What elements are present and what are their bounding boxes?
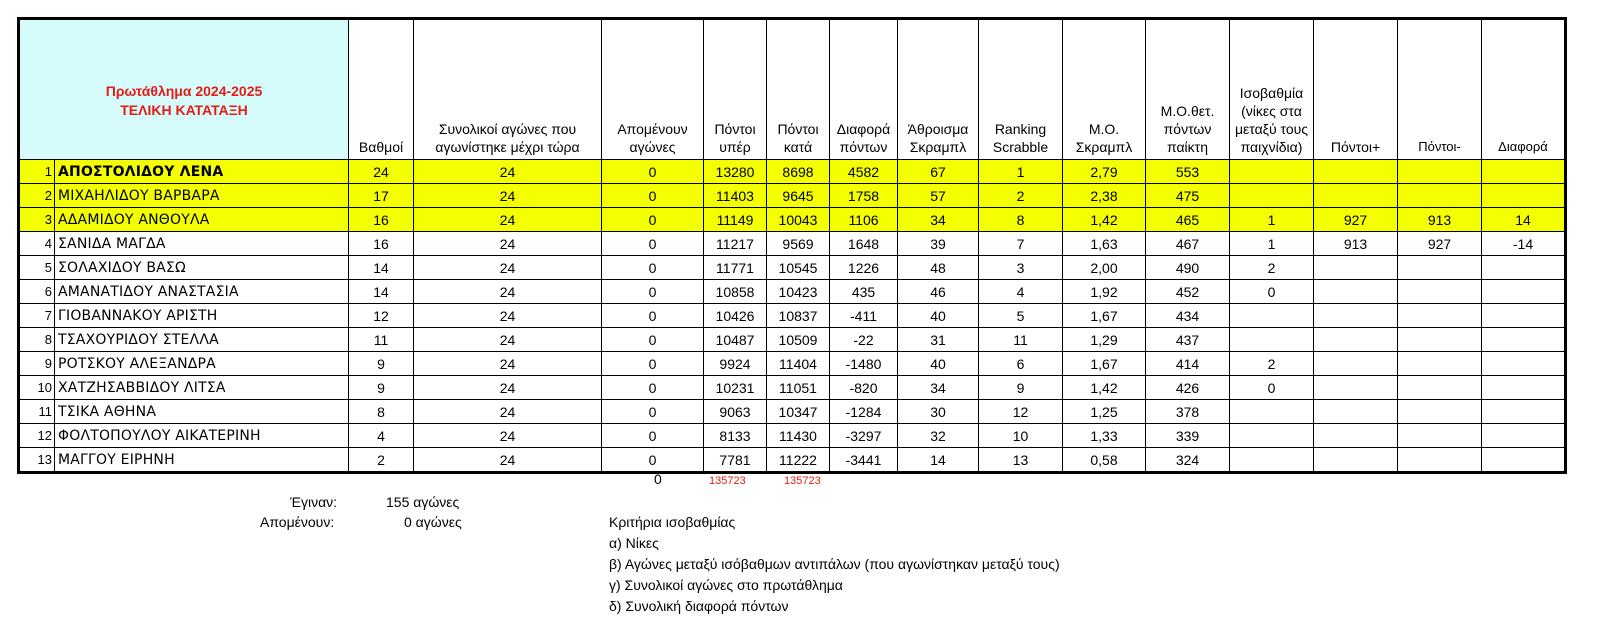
remaining-cell: 0: [602, 232, 704, 256]
scrabble-avg-cell: 1,25: [1063, 400, 1146, 424]
games-cell: 24: [414, 256, 602, 280]
table-row: [19, 280, 1566, 304]
scrabble-avg-cell: 1,63: [1063, 232, 1146, 256]
player-name: ΡΟΤΣΚΟΥ ΑΛΕΞΑΝΔΡΑ: [55, 352, 349, 376]
points-against-cell: 10043: [767, 208, 830, 232]
tie-diff-cell: [1482, 448, 1566, 473]
tie-plus-cell: [1314, 304, 1398, 328]
scrabble-avg-cell: 1,29: [1063, 328, 1146, 352]
tie-plus-cell: [1314, 328, 1398, 352]
games-cell: 24: [414, 448, 602, 473]
header-scrabble-avg: Μ.Ο. Σκραμπλ: [1063, 19, 1146, 160]
points-against-cell: 10545: [767, 256, 830, 280]
header-avg-player-points: Μ.Ο.θετ. πόντων παίκτη: [1146, 19, 1230, 160]
championship-title: Πρωτάθλημα 2024-2025: [105, 82, 263, 99]
scrabble-avg-cell: 1,42: [1063, 208, 1146, 232]
points-diff-cell: -411: [830, 304, 898, 328]
remaining-cell: 0: [602, 280, 704, 304]
table-row: [19, 160, 1566, 184]
points-for-cell: 9924: [704, 352, 767, 376]
tie-minus-cell: [1398, 280, 1482, 304]
points-against-cell: 10509: [767, 328, 830, 352]
tie-cell: 1: [1230, 208, 1314, 232]
ranking-cell: 5: [979, 304, 1063, 328]
header-points: Βαθμοί: [349, 19, 414, 160]
rank-cell: 6: [19, 280, 55, 304]
tie-cell: 0: [1230, 376, 1314, 400]
scrabble-avg-cell: 0,58: [1063, 448, 1146, 473]
header-points-for: Πόντοι υπέρ: [704, 19, 767, 160]
tie-minus-cell: [1398, 376, 1482, 400]
scrabble-sum-cell: 32: [898, 424, 979, 448]
tie-cell: [1230, 424, 1314, 448]
scrabble-sum-cell: 48: [898, 256, 979, 280]
player-name: ΧΑΤΖΗΣΑΒΒΙΔΟΥ ΛΙΤΣΑ: [55, 376, 349, 400]
points-cell: 2: [349, 448, 414, 473]
tie-plus-cell: [1314, 400, 1398, 424]
points-diff-cell: 1758: [830, 184, 898, 208]
header-scrabble-sum: Άθροισμα Σκραμπλ: [898, 19, 979, 160]
tie-diff-cell: [1482, 304, 1566, 328]
games-cell: 24: [414, 232, 602, 256]
tie-diff-cell: 14: [1482, 208, 1566, 232]
rank-cell: 7: [19, 304, 55, 328]
scrabble-avg-cell: 2,00: [1063, 256, 1146, 280]
points-cell: 14: [349, 280, 414, 304]
tie-plus-cell: [1314, 184, 1398, 208]
table-row: [19, 424, 1566, 448]
points-against-cell: 11430: [767, 424, 830, 448]
tie-diff-cell: [1482, 400, 1566, 424]
rank-cell: 5: [19, 256, 55, 280]
player-name: ΜΙΧΑΗΛΙΔΟΥ ΒΑΡΒΑΡΑ: [55, 184, 349, 208]
tie-diff-cell: [1482, 160, 1566, 184]
rank-cell: 11: [19, 400, 55, 424]
tie-diff-cell: [1482, 376, 1566, 400]
rank-cell: 13: [19, 448, 55, 473]
tie-minus-cell: [1398, 352, 1482, 376]
scrabble-avg-cell: 2,38: [1063, 184, 1146, 208]
tie-plus-cell: [1314, 424, 1398, 448]
games-cell: 24: [414, 160, 602, 184]
tie-plus-cell: 927: [1314, 208, 1398, 232]
points-against-cell: 11051: [767, 376, 830, 400]
points-diff-cell: -1284: [830, 400, 898, 424]
points-for-cell: 10231: [704, 376, 767, 400]
tie-diff-cell: [1482, 352, 1566, 376]
remaining-cell: 0: [602, 400, 704, 424]
games-cell: 24: [414, 424, 602, 448]
points-diff-cell: 435: [830, 280, 898, 304]
tie-minus-cell: 913: [1398, 208, 1482, 232]
points-cell: 9: [349, 352, 414, 376]
scrabble-avg-cell: 1,67: [1063, 352, 1146, 376]
scrabble-sum-cell: 31: [898, 328, 979, 352]
player-name: ΦΟΛΤΟΠΟΥΛΟΥ ΑΙΚΑΤΕΡΙΝΗ: [55, 424, 349, 448]
tie-diff-cell: [1482, 280, 1566, 304]
tie-diff-cell: [1482, 328, 1566, 352]
tie-cell: [1230, 304, 1314, 328]
scrabble-sum-cell: 40: [898, 352, 979, 376]
tie-minus-cell: [1398, 256, 1482, 280]
points-diff-cell: -1480: [830, 352, 898, 376]
tie-cell: [1230, 160, 1314, 184]
table-row: [19, 304, 1566, 328]
scrabble-avg-cell: 1,67: [1063, 304, 1146, 328]
tie-cell: 1: [1230, 232, 1314, 256]
scrabble-sum-cell: 67: [898, 160, 979, 184]
rank-cell: 3: [19, 208, 55, 232]
scrabble-sum-cell: 40: [898, 304, 979, 328]
table-row: [19, 256, 1566, 280]
points-for-cell: 11149: [704, 208, 767, 232]
rank-cell: 2: [19, 184, 55, 208]
ranking-cell: 2: [979, 184, 1063, 208]
points-diff-cell: 1648: [830, 232, 898, 256]
points-diff-cell: -22: [830, 328, 898, 352]
points-diff-cell: 1226: [830, 256, 898, 280]
criteria-title: Κριτήρια ισοβαθμίας: [609, 514, 736, 530]
ranking-cell: 9: [979, 376, 1063, 400]
scrabble-sum-cell: 39: [898, 232, 979, 256]
scrabble-sum-cell: 57: [898, 184, 979, 208]
standings-table: [17, 17, 1567, 474]
remaining-cell: 0: [602, 160, 704, 184]
remaining-cell: 0: [602, 256, 704, 280]
points-for-cell: 10426: [704, 304, 767, 328]
tie-cell: [1230, 328, 1314, 352]
scrabble-sum-cell: 30: [898, 400, 979, 424]
avg-points-cell: 339: [1146, 424, 1230, 448]
points-cell: 17: [349, 184, 414, 208]
ranking-cell: 11: [979, 328, 1063, 352]
points-for-cell: 13280: [704, 160, 767, 184]
points-for-cell: 10858: [704, 280, 767, 304]
tie-cell: 2: [1230, 256, 1314, 280]
ranking-cell: 1: [979, 160, 1063, 184]
games-cell: 24: [414, 376, 602, 400]
avg-points-cell: 467: [1146, 232, 1230, 256]
player-name: ΣΑΝΙΔΑ ΜΑΓΔΑ: [55, 232, 349, 256]
points-diff-cell: -820: [830, 376, 898, 400]
points-diff-cell: 4582: [830, 160, 898, 184]
header-tie: Ισοβαθμία (νίκες στα μεταξύ τους παιχνίδια): [1230, 19, 1314, 160]
played-value: 155 αγώνες: [386, 494, 460, 510]
tie-cell: 0: [1230, 280, 1314, 304]
player-name: ΓΙΟΒΑΝΝΑΚΟΥ ΑΡΙΣΤΗ: [55, 304, 349, 328]
avg-points-cell: 414: [1146, 352, 1230, 376]
tie-cell: 2: [1230, 352, 1314, 376]
header-tie-plus: Πόντοι+: [1314, 19, 1398, 160]
remaining-cell: 0: [602, 328, 704, 352]
points-against-cell: 11404: [767, 352, 830, 376]
avg-points-cell: 465: [1146, 208, 1230, 232]
points-cell: 16: [349, 208, 414, 232]
total-points-against: 135723: [784, 475, 821, 487]
points-for-cell: 9063: [704, 400, 767, 424]
points-against-cell: 10347: [767, 400, 830, 424]
rank-cell: 10: [19, 376, 55, 400]
rank-cell: 9: [19, 352, 55, 376]
ranking-cell: 4: [979, 280, 1063, 304]
points-against-cell: 10423: [767, 280, 830, 304]
header-points-diff: Διαφορά πόντων: [830, 19, 898, 160]
final-standings-title: ΤΕΛΙΚΗ ΚΑΤΑΤΑΞΗ: [120, 101, 248, 118]
criteria-item: γ) Συνολικοί αγώνες στο πρωτάθλημα: [609, 577, 843, 593]
player-name: ΑΔΑΜΙΔΟΥ ΑΝΘΟΥΛΑ: [55, 208, 349, 232]
tie-plus-cell: [1314, 160, 1398, 184]
ranking-cell: 8: [979, 208, 1063, 232]
tie-minus-cell: [1398, 160, 1482, 184]
table-row: [19, 232, 1566, 256]
remaining-cell: 0: [602, 352, 704, 376]
remaining-cell: 0: [602, 208, 704, 232]
points-cell: 24: [349, 160, 414, 184]
points-for-cell: 11403: [704, 184, 767, 208]
games-cell: 24: [414, 208, 602, 232]
ranking-cell: 3: [979, 256, 1063, 280]
points-diff-cell: -3441: [830, 448, 898, 473]
points-for-cell: 10487: [704, 328, 767, 352]
avg-points-cell: 426: [1146, 376, 1230, 400]
avg-points-cell: 553: [1146, 160, 1230, 184]
tie-minus-cell: 927: [1398, 232, 1482, 256]
total-remaining: 0: [654, 471, 662, 487]
player-name: ΣΟΛΑΧΙΔΟΥ ΒΑΣΩ: [55, 256, 349, 280]
tie-cell: [1230, 400, 1314, 424]
points-against-cell: 8698: [767, 160, 830, 184]
tie-plus-cell: [1314, 376, 1398, 400]
header-row: [19, 19, 1566, 160]
points-for-cell: 11771: [704, 256, 767, 280]
player-name: ΑΜΑΝΑΤΙΔΟΥ ΑΝΑΣΤΑΣΙΑ: [55, 280, 349, 304]
criteria-item: α) Νίκες: [609, 535, 659, 551]
player-name: ΜΑΓΓΟΥ ΕΙΡΗΝΗ: [55, 448, 349, 473]
games-cell: 24: [414, 400, 602, 424]
points-against-cell: 9645: [767, 184, 830, 208]
player-name: ΤΣΑΧΟΥΡΙΔΟΥ ΣΤΕΛΛΑ: [55, 328, 349, 352]
tie-plus-cell: [1314, 280, 1398, 304]
tie-minus-cell: [1398, 184, 1482, 208]
points-cell: 14: [349, 256, 414, 280]
player-name: ΤΣΙΚΑ ΑΘΗΝΑ: [55, 400, 349, 424]
scrabble-avg-cell: 1,92: [1063, 280, 1146, 304]
table-row: [19, 448, 1566, 473]
games-cell: 24: [414, 328, 602, 352]
title-cell: [19, 19, 349, 160]
scrabble-avg-cell: 2,79: [1063, 160, 1146, 184]
scrabble-sum-cell: 34: [898, 208, 979, 232]
remaining-cell: 0: [602, 448, 704, 473]
remaining-cell: 0: [602, 184, 704, 208]
tie-plus-cell: [1314, 352, 1398, 376]
points-cell: 11: [349, 328, 414, 352]
points-against-cell: 11222: [767, 448, 830, 473]
tie-diff-cell: [1482, 184, 1566, 208]
tie-minus-cell: [1398, 328, 1482, 352]
remaining-cell: 0: [602, 304, 704, 328]
tie-plus-cell: [1314, 256, 1398, 280]
scrabble-sum-cell: 46: [898, 280, 979, 304]
ranking-cell: 6: [979, 352, 1063, 376]
points-for-cell: 7781: [704, 448, 767, 473]
table-row: [19, 376, 1566, 400]
points-cell: 4: [349, 424, 414, 448]
tie-diff-cell: [1482, 424, 1566, 448]
rank-cell: 8: [19, 328, 55, 352]
scrabble-avg-cell: 1,33: [1063, 424, 1146, 448]
tie-plus-cell: [1314, 448, 1398, 473]
rank-cell: 1: [19, 160, 55, 184]
tie-plus-cell: 913: [1314, 232, 1398, 256]
total-points-for: 135723: [709, 475, 746, 487]
tie-diff-cell: [1482, 256, 1566, 280]
avg-points-cell: 490: [1146, 256, 1230, 280]
table-row: [19, 328, 1566, 352]
criteria-item: β) Αγώνες μεταξύ ισόβαθμων αντιπάλων (που αγωνίστηκαν μεταξύ τους): [609, 556, 1060, 572]
avg-points-cell: 434: [1146, 304, 1230, 328]
tie-minus-cell: [1398, 400, 1482, 424]
scrabble-sum-cell: 14: [898, 448, 979, 473]
points-for-cell: 8133: [704, 424, 767, 448]
table-row: [19, 184, 1566, 208]
header-remaining: Απομένουν αγώνες: [602, 19, 704, 160]
points-diff-cell: -3297: [830, 424, 898, 448]
rank-cell: 4: [19, 232, 55, 256]
games-cell: 24: [414, 352, 602, 376]
tie-minus-cell: [1398, 304, 1482, 328]
scrabble-sum-cell: 34: [898, 376, 979, 400]
criteria-item: δ) Συνολική διαφορά πόντων: [609, 598, 789, 614]
remaining-label: Απομένουν:: [260, 514, 335, 530]
tie-diff-cell: -14: [1482, 232, 1566, 256]
header-points-against: Πόντοι κατά: [767, 19, 830, 160]
points-for-cell: 11217: [704, 232, 767, 256]
points-against-cell: 10837: [767, 304, 830, 328]
tie-cell: [1230, 448, 1314, 473]
games-cell: 24: [414, 280, 602, 304]
points-cell: 9: [349, 376, 414, 400]
standings-body: [19, 160, 1566, 473]
avg-points-cell: 437: [1146, 328, 1230, 352]
tie-cell: [1230, 184, 1314, 208]
tie-minus-cell: [1398, 424, 1482, 448]
points-cell: 16: [349, 232, 414, 256]
avg-points-cell: 378: [1146, 400, 1230, 424]
points-cell: 12: [349, 304, 414, 328]
games-cell: 24: [414, 184, 602, 208]
points-cell: 8: [349, 400, 414, 424]
table-row: [19, 352, 1566, 376]
player-name: ΑΠΟΣΤΟΛΙΔΟΥ ΛΕΝΑ: [55, 160, 349, 184]
header-tie-diff: Διαφορά: [1482, 19, 1566, 160]
games-cell: 24: [414, 304, 602, 328]
ranking-cell: 10: [979, 424, 1063, 448]
ranking-cell: 7: [979, 232, 1063, 256]
points-diff-cell: 1106: [830, 208, 898, 232]
header-total-games: Συνολικοί αγώνες που αγωνίστηκε μέχρι τώρα: [414, 19, 602, 160]
remaining-cell: 0: [602, 376, 704, 400]
header-ranking: Ranking Scrabble: [979, 19, 1063, 160]
rank-cell: 12: [19, 424, 55, 448]
scrabble-avg-cell: 1,42: [1063, 376, 1146, 400]
header-tie-minus: Πόντοι-: [1398, 19, 1482, 160]
tie-minus-cell: [1398, 448, 1482, 473]
remaining-value: 0 αγώνες: [404, 514, 462, 530]
avg-points-cell: 475: [1146, 184, 1230, 208]
points-against-cell: 9569: [767, 232, 830, 256]
avg-points-cell: 452: [1146, 280, 1230, 304]
table-row: [19, 400, 1566, 424]
remaining-cell: 0: [602, 424, 704, 448]
avg-points-cell: 324: [1146, 448, 1230, 473]
played-label: Έγιναν:: [290, 494, 338, 510]
ranking-cell: 12: [979, 400, 1063, 424]
ranking-cell: 13: [979, 448, 1063, 473]
table-row: [19, 208, 1566, 232]
